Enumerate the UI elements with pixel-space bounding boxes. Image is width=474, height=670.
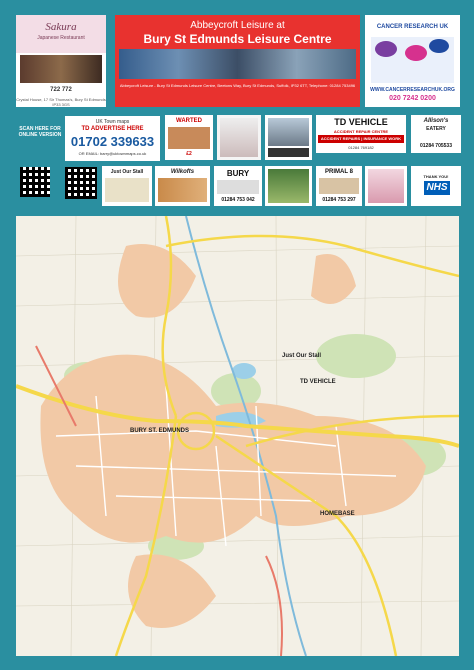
nhs-ad[interactable]: [411, 166, 461, 206]
uktown-brand: UK Town maps: [95, 119, 130, 125]
ad-photo: [168, 127, 210, 149]
cancer-brand: CANCER RESEARCH UK: [376, 24, 449, 30]
speech-bubble-icon: [429, 39, 449, 53]
uktown-phone: 01702 339633: [70, 134, 155, 149]
scan-label: SCAN HERE FOR ONLINE VERSION: [18, 126, 62, 138]
speech-bubble-icon: [405, 45, 427, 61]
ad-text-bar: [268, 148, 309, 157]
ad-photo: [268, 118, 309, 146]
uktown-email: OR EMAIL: barry@uktownmaps.co.uk: [78, 151, 147, 156]
advert-box[interactable]: [365, 166, 407, 206]
town-map[interactable]: [16, 216, 459, 656]
map-label: BURY ST. EDMUNDS: [130, 428, 190, 434]
cancer-phone: 020 7242 0200: [389, 95, 436, 102]
juststall-title: Just Our Stall: [110, 169, 144, 175]
sakura-subtitle: Japanese Restaurant: [37, 35, 85, 41]
td-vehicle-subtitle: ACCIDENT REPAIR CENTRE: [333, 129, 389, 134]
map-label: HOMEBASE: [320, 511, 355, 517]
cancer-website: WWW.CANCERRESEARCHUK.ORG: [370, 87, 455, 93]
leisure-photos: [119, 49, 356, 79]
leisure-centre-ad[interactable]: [115, 15, 360, 107]
ad-photo: [158, 178, 207, 202]
map-svg[interactable]: [16, 216, 459, 656]
primal-phone: 01284 753 297: [322, 197, 356, 203]
qr-code-icon[interactable]: [65, 167, 97, 199]
map-label: TD VEHICLE: [300, 379, 336, 385]
ad-photo: [105, 178, 149, 202]
primal-ad[interactable]: [316, 166, 362, 206]
allisons-subtitle: EATERY: [426, 126, 446, 132]
nhs-thanks: THANK YOU!: [423, 174, 449, 179]
allisons-ad[interactable]: [411, 115, 461, 153]
speech-bubble-icon: [375, 41, 397, 57]
bury-title: BURY: [226, 169, 250, 178]
sakura-ad[interactable]: [16, 15, 106, 107]
cancer-research-ad[interactable]: [365, 15, 460, 107]
ad-photo: [220, 118, 258, 157]
advert-box[interactable]: [265, 166, 312, 206]
advert-box[interactable]: [217, 115, 261, 160]
map-label: Just Our Stall: [282, 353, 322, 359]
bury-ad[interactable]: [214, 166, 262, 206]
sakura-phone: 722 772: [50, 87, 72, 93]
sakura-name: Sakura: [45, 21, 77, 33]
ad-photo: [268, 169, 309, 203]
td-vehicle-ad[interactable]: [316, 115, 406, 153]
td-vehicle-phone: 01284 769182: [348, 145, 374, 150]
warted-price: £2: [186, 151, 192, 157]
wilkofts-ad[interactable]: [155, 166, 210, 206]
allisons-title: Allison's: [423, 118, 449, 124]
td-vehicle-services: ACCIDENT REPAIRS | INSURANCE WORK: [320, 136, 402, 141]
ad-photo: [368, 169, 404, 203]
sakura-address: Crystal House, 17 Sir Thomas's, Bury St Edmunds IP33 3GS: [16, 97, 106, 107]
allisons-phone: 01284 705533: [420, 143, 452, 149]
uktown-ad[interactable]: [65, 116, 160, 161]
just-our-stall-ad[interactable]: [102, 166, 152, 206]
warted-ad[interactable]: [165, 115, 213, 160]
ad-photo: [217, 180, 259, 194]
warted-title: WARTED: [176, 118, 202, 124]
qr-code-icon[interactable]: [20, 167, 50, 197]
nhs-logo: NHS: [424, 181, 450, 195]
td-vehicle-title: TD VEHICLE: [334, 117, 388, 127]
leisure-line2: Bury St Edmunds Leisure Centre: [143, 32, 332, 46]
uktown-cta: TD ADVERTISE HERE: [81, 126, 144, 132]
sakura-photo: [20, 55, 102, 83]
leisure-line1: Abbeycroft Leisure at: [190, 20, 285, 31]
wilkofts-title: Wilkofts: [170, 169, 195, 175]
advert-box[interactable]: [265, 115, 312, 160]
ad-photo: [319, 178, 359, 194]
bury-phone: 01284 753 042: [221, 197, 255, 203]
primal-title: PRIMAL 8: [325, 169, 353, 175]
leisure-info: Abbeycroft Leisure - Bury St Edmunds Leisure Centre, Beetons Way, Bury St Edmunds, Suffolk, IP32 6TT, Telephone: 01284 753496: [119, 83, 356, 88]
